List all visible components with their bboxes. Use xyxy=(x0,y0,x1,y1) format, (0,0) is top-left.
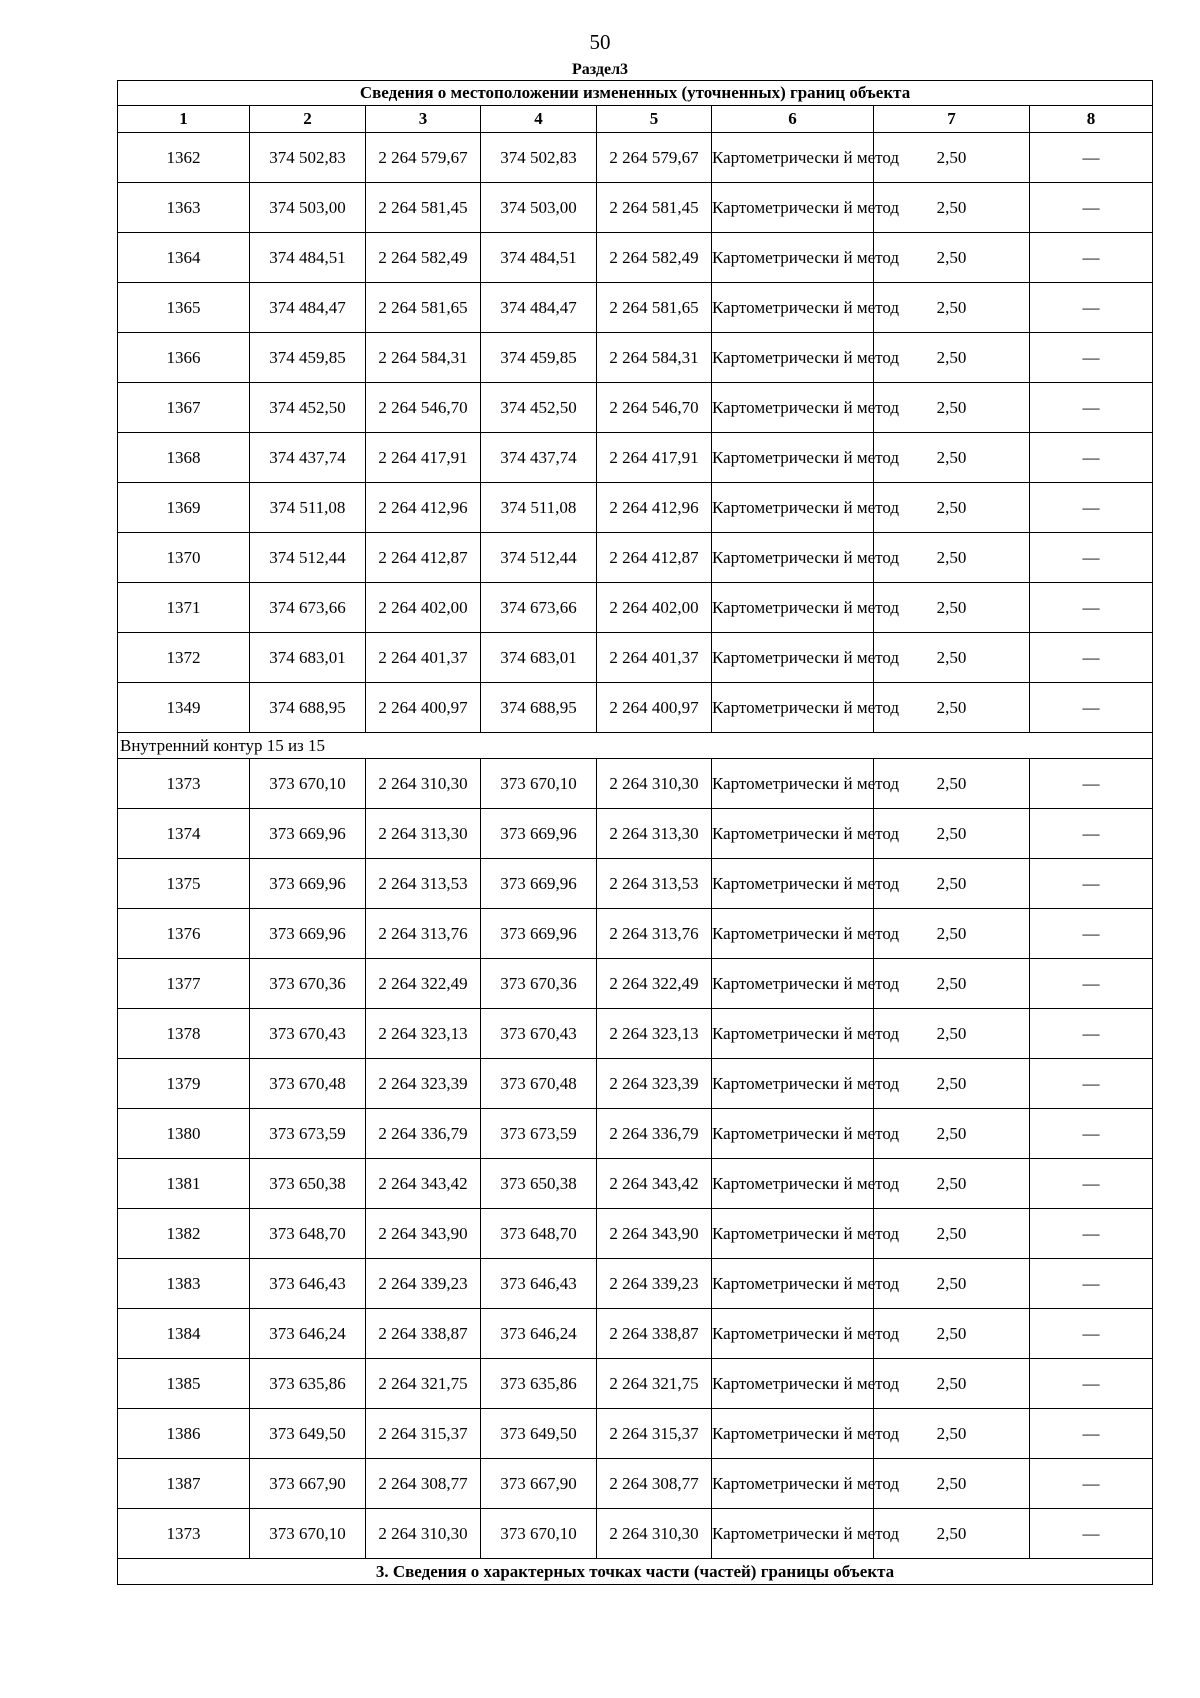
table-row xyxy=(118,383,1153,433)
coord-y-cell: 2 264 343,90 xyxy=(366,1209,481,1259)
coord-x-cell: 374 459,85 xyxy=(250,333,366,383)
accuracy-cell: 2,50 xyxy=(874,1059,1030,1109)
coord-x-cell: 374 512,44 xyxy=(250,533,366,583)
coord-x-cell: 374 484,51 xyxy=(250,233,366,283)
new-x-cell: 374 452,50 xyxy=(481,383,597,433)
new-x-cell: 374 437,74 xyxy=(481,433,597,483)
note-cell: — xyxy=(1030,1459,1153,1509)
coord-y-cell: 2 264 323,39 xyxy=(366,1059,481,1109)
accuracy-cell: 2,50 xyxy=(874,909,1030,959)
new-y-cell: 2 264 582,49 xyxy=(597,233,712,283)
new-x-cell: 373 669,96 xyxy=(481,809,597,859)
accuracy-cell: 2,50 xyxy=(874,333,1030,383)
new-x-cell: 373 646,43 xyxy=(481,1259,597,1309)
coord-y-cell: 2 264 338,87 xyxy=(366,1309,481,1359)
page-number: 50 xyxy=(589,30,611,54)
section-footer-row xyxy=(118,1559,1153,1585)
new-x-cell: 373 670,48 xyxy=(481,1059,597,1109)
new-x-cell: 373 670,10 xyxy=(481,759,597,809)
coord-x-cell: 374 452,50 xyxy=(250,383,366,433)
contour-label-row xyxy=(118,733,1153,759)
accuracy-cell: 2,50 xyxy=(874,1309,1030,1359)
table-body xyxy=(118,81,1153,1585)
coord-y-cell: 2 264 581,45 xyxy=(366,183,481,233)
new-y-cell: 2 264 339,23 xyxy=(597,1259,712,1309)
note-cell: — xyxy=(1030,859,1153,909)
note-cell: — xyxy=(1030,1409,1153,1459)
table-row xyxy=(118,759,1153,809)
point-number-cell: 1368 xyxy=(118,433,250,483)
coord-x-cell: 373 670,10 xyxy=(250,1509,366,1559)
point-number-cell: 1367 xyxy=(118,383,250,433)
method-cell: Картометрически й метод xyxy=(712,1259,874,1309)
point-number-cell: 1381 xyxy=(118,1159,250,1209)
new-x-cell: 373 648,70 xyxy=(481,1209,597,1259)
method-cell: Картометрически й метод xyxy=(712,859,874,909)
coord-x-cell: 374 683,01 xyxy=(250,633,366,683)
note-cell: — xyxy=(1030,1059,1153,1109)
accuracy-cell: 2,50 xyxy=(874,1209,1030,1259)
coord-x-cell: 374 673,66 xyxy=(250,583,366,633)
note-cell: — xyxy=(1030,583,1153,633)
method-cell: Картометрически й метод xyxy=(712,1059,874,1109)
table-row xyxy=(118,1259,1153,1309)
note-cell: — xyxy=(1030,959,1153,1009)
coordinates-table xyxy=(117,80,1153,1585)
new-x-cell: 373 635,86 xyxy=(481,1359,597,1409)
method-cell: Картометрически й метод xyxy=(712,533,874,583)
new-x-cell: 374 503,00 xyxy=(481,183,597,233)
table-row xyxy=(118,183,1153,233)
point-number-cell: 1369 xyxy=(118,483,250,533)
new-y-cell: 2 264 581,45 xyxy=(597,183,712,233)
new-x-cell: 373 650,38 xyxy=(481,1159,597,1209)
new-y-cell: 2 264 417,91 xyxy=(597,433,712,483)
note-cell: — xyxy=(1030,1309,1153,1359)
accuracy-cell: 2,50 xyxy=(874,1009,1030,1059)
point-number-cell: 1379 xyxy=(118,1059,250,1109)
method-cell: Картометрически й метод xyxy=(712,1209,874,1259)
new-y-cell: 2 264 338,87 xyxy=(597,1309,712,1359)
table-row xyxy=(118,683,1153,733)
coord-x-cell: 373 670,48 xyxy=(250,1059,366,1109)
coord-y-cell: 2 264 412,96 xyxy=(366,483,481,533)
method-cell: Картометрически й метод xyxy=(712,1009,874,1059)
table-title: Сведения о местоположении измененных (уточненных) границ объекта xyxy=(118,81,1153,106)
new-x-cell: 373 670,36 xyxy=(481,959,597,1009)
coord-y-cell: 2 264 313,53 xyxy=(366,859,481,909)
coord-y-cell: 2 264 546,70 xyxy=(366,383,481,433)
method-cell: Картометрически й метод xyxy=(712,483,874,533)
column-number-cell: 4 xyxy=(481,106,597,133)
point-number-cell: 1376 xyxy=(118,909,250,959)
note-cell: — xyxy=(1030,133,1153,183)
accuracy-cell: 2,50 xyxy=(874,683,1030,733)
note-cell: — xyxy=(1030,383,1153,433)
accuracy-cell: 2,50 xyxy=(874,1459,1030,1509)
table-title-row xyxy=(118,81,1153,106)
new-x-cell: 374 511,08 xyxy=(481,483,597,533)
coord-y-cell: 2 264 323,13 xyxy=(366,1009,481,1059)
table-row xyxy=(118,533,1153,583)
table-row xyxy=(118,959,1153,1009)
method-cell: Картометрически й метод xyxy=(712,1459,874,1509)
accuracy-cell: 2,50 xyxy=(874,283,1030,333)
note-cell: — xyxy=(1030,1259,1153,1309)
new-x-cell: 374 484,47 xyxy=(481,283,597,333)
new-y-cell: 2 264 336,79 xyxy=(597,1109,712,1159)
point-number-cell: 1382 xyxy=(118,1209,250,1259)
point-number-cell: 1372 xyxy=(118,633,250,683)
column-number-cell: 2 xyxy=(250,106,366,133)
point-number-cell: 1363 xyxy=(118,183,250,233)
method-cell: Картометрически й метод xyxy=(712,1409,874,1459)
note-cell: — xyxy=(1030,1109,1153,1159)
method-cell: Картометрически й метод xyxy=(712,233,874,283)
coord-y-cell: 2 264 313,30 xyxy=(366,809,481,859)
new-y-cell: 2 264 400,97 xyxy=(597,683,712,733)
accuracy-cell: 2,50 xyxy=(874,233,1030,283)
point-number-cell: 1384 xyxy=(118,1309,250,1359)
point-number-cell: 1362 xyxy=(118,133,250,183)
method-cell: Картометрически й метод xyxy=(712,583,874,633)
note-cell: — xyxy=(1030,283,1153,333)
column-number-cell: 1 xyxy=(118,106,250,133)
accuracy-cell: 2,50 xyxy=(874,859,1030,909)
new-x-cell: 373 673,59 xyxy=(481,1109,597,1159)
accuracy-cell: 2,50 xyxy=(874,183,1030,233)
point-number-cell: 1377 xyxy=(118,959,250,1009)
accuracy-cell: 2,50 xyxy=(874,1409,1030,1459)
coord-x-cell: 373 646,24 xyxy=(250,1309,366,1359)
note-cell: — xyxy=(1030,759,1153,809)
coord-y-cell: 2 264 584,31 xyxy=(366,333,481,383)
table-row xyxy=(118,583,1153,633)
method-cell: Картометрически й метод xyxy=(712,959,874,1009)
new-y-cell: 2 264 323,13 xyxy=(597,1009,712,1059)
table-row xyxy=(118,1359,1153,1409)
method-cell: Картометрически й метод xyxy=(712,183,874,233)
coord-x-cell: 373 650,38 xyxy=(250,1159,366,1209)
table-row xyxy=(118,133,1153,183)
table-row xyxy=(118,1409,1153,1459)
table-row xyxy=(118,483,1153,533)
coord-y-cell: 2 264 315,37 xyxy=(366,1409,481,1459)
table-row xyxy=(118,233,1153,283)
new-y-cell: 2 264 310,30 xyxy=(597,759,712,809)
new-y-cell: 2 264 412,96 xyxy=(597,483,712,533)
contour-label: Внутренний контур 15 из 15 xyxy=(118,733,1153,759)
new-y-cell: 2 264 313,30 xyxy=(597,809,712,859)
point-number-cell: 1385 xyxy=(118,1359,250,1409)
point-number-cell: 1386 xyxy=(118,1409,250,1459)
table-row xyxy=(118,1059,1153,1109)
new-y-cell: 2 264 308,77 xyxy=(597,1459,712,1509)
accuracy-cell: 2,50 xyxy=(874,483,1030,533)
column-number-cell: 5 xyxy=(597,106,712,133)
new-y-cell: 2 264 343,42 xyxy=(597,1159,712,1209)
coord-x-cell: 373 648,70 xyxy=(250,1209,366,1259)
new-y-cell: 2 264 321,75 xyxy=(597,1359,712,1409)
new-x-cell: 373 669,96 xyxy=(481,859,597,909)
table-row xyxy=(118,859,1153,909)
new-y-cell: 2 264 401,37 xyxy=(597,633,712,683)
note-cell: — xyxy=(1030,233,1153,283)
note-cell: — xyxy=(1030,1009,1153,1059)
coord-x-cell: 374 502,83 xyxy=(250,133,366,183)
new-y-cell: 2 264 343,90 xyxy=(597,1209,712,1259)
point-number-cell: 1349 xyxy=(118,683,250,733)
note-cell: — xyxy=(1030,183,1153,233)
note-cell: — xyxy=(1030,1159,1153,1209)
point-number-cell: 1373 xyxy=(118,1509,250,1559)
method-cell: Картометрически й метод xyxy=(712,133,874,183)
table-row xyxy=(118,433,1153,483)
note-cell: — xyxy=(1030,433,1153,483)
coord-y-cell: 2 264 343,42 xyxy=(366,1159,481,1209)
coord-y-cell: 2 264 401,37 xyxy=(366,633,481,683)
coord-x-cell: 373 673,59 xyxy=(250,1109,366,1159)
coord-x-cell: 374 688,95 xyxy=(250,683,366,733)
column-number-cell: 6 xyxy=(712,106,874,133)
note-cell: — xyxy=(1030,909,1153,959)
accuracy-cell: 2,50 xyxy=(874,959,1030,1009)
coord-x-cell: 373 646,43 xyxy=(250,1259,366,1309)
new-x-cell: 374 484,51 xyxy=(481,233,597,283)
coord-y-cell: 2 264 310,30 xyxy=(366,759,481,809)
coord-y-cell: 2 264 579,67 xyxy=(366,133,481,183)
coord-y-cell: 2 264 402,00 xyxy=(366,583,481,633)
new-x-cell: 373 646,24 xyxy=(481,1309,597,1359)
new-y-cell: 2 264 323,39 xyxy=(597,1059,712,1109)
point-number-cell: 1375 xyxy=(118,859,250,909)
table-row xyxy=(118,333,1153,383)
coord-x-cell: 373 649,50 xyxy=(250,1409,366,1459)
note-cell: — xyxy=(1030,1359,1153,1409)
new-x-cell: 373 649,50 xyxy=(481,1409,597,1459)
note-cell: — xyxy=(1030,533,1153,583)
coord-x-cell: 373 670,10 xyxy=(250,759,366,809)
method-cell: Картометрически й метод xyxy=(712,283,874,333)
accuracy-cell: 2,50 xyxy=(874,133,1030,183)
new-x-cell: 373 670,10 xyxy=(481,1509,597,1559)
accuracy-cell: 2,50 xyxy=(874,1509,1030,1559)
table-row xyxy=(118,809,1153,859)
point-number-cell: 1380 xyxy=(118,1109,250,1159)
column-number-cell: 7 xyxy=(874,106,1030,133)
new-x-cell: 374 673,66 xyxy=(481,583,597,633)
note-cell: — xyxy=(1030,1509,1153,1559)
new-y-cell: 2 264 310,30 xyxy=(597,1509,712,1559)
section-title: Раздел3 xyxy=(571,61,629,78)
note-cell: — xyxy=(1030,809,1153,859)
accuracy-cell: 2,50 xyxy=(874,383,1030,433)
new-y-cell: 2 264 412,87 xyxy=(597,533,712,583)
table-row xyxy=(118,633,1153,683)
method-cell: Картометрически й метод xyxy=(712,1159,874,1209)
note-cell: — xyxy=(1030,333,1153,383)
section-footer: 3. Сведения о характерных точках части (частей) границы объекта xyxy=(118,1559,1153,1585)
accuracy-cell: 2,50 xyxy=(874,1259,1030,1309)
accuracy-cell: 2,50 xyxy=(874,533,1030,583)
accuracy-cell: 2,50 xyxy=(874,1109,1030,1159)
coord-x-cell: 373 635,86 xyxy=(250,1359,366,1409)
point-number-cell: 1371 xyxy=(118,583,250,633)
method-cell: Картометрически й метод xyxy=(712,683,874,733)
coord-y-cell: 2 264 313,76 xyxy=(366,909,481,959)
method-cell: Картометрически й метод xyxy=(712,1359,874,1409)
coord-x-cell: 373 669,96 xyxy=(250,859,366,909)
coord-y-cell: 2 264 336,79 xyxy=(366,1109,481,1159)
note-cell: — xyxy=(1030,1209,1153,1259)
coord-y-cell: 2 264 581,65 xyxy=(366,283,481,333)
point-number-cell: 1374 xyxy=(118,809,250,859)
method-cell: Картометрически й метод xyxy=(712,1309,874,1359)
new-x-cell: 374 683,01 xyxy=(481,633,597,683)
accuracy-cell: 2,50 xyxy=(874,583,1030,633)
new-y-cell: 2 264 313,76 xyxy=(597,909,712,959)
method-cell: Картометрически й метод xyxy=(712,809,874,859)
accuracy-cell: 2,50 xyxy=(874,759,1030,809)
accuracy-cell: 2,50 xyxy=(874,809,1030,859)
note-cell: — xyxy=(1030,633,1153,683)
table-row xyxy=(118,1509,1153,1559)
new-y-cell: 2 264 313,53 xyxy=(597,859,712,909)
new-x-cell: 373 667,90 xyxy=(481,1459,597,1509)
table-row xyxy=(118,909,1153,959)
coord-x-cell: 373 670,36 xyxy=(250,959,366,1009)
accuracy-cell: 2,50 xyxy=(874,1359,1030,1409)
method-cell: Картометрически й метод xyxy=(712,1509,874,1559)
new-y-cell: 2 264 322,49 xyxy=(597,959,712,1009)
coord-x-cell: 374 484,47 xyxy=(250,283,366,333)
accuracy-cell: 2,50 xyxy=(874,433,1030,483)
table-row xyxy=(118,1159,1153,1209)
new-x-cell: 373 669,96 xyxy=(481,909,597,959)
coord-x-cell: 374 511,08 xyxy=(250,483,366,533)
point-number-cell: 1383 xyxy=(118,1259,250,1309)
point-number-cell: 1378 xyxy=(118,1009,250,1059)
coord-y-cell: 2 264 400,97 xyxy=(366,683,481,733)
coord-x-cell: 374 437,74 xyxy=(250,433,366,483)
new-x-cell: 374 512,44 xyxy=(481,533,597,583)
column-number-cell: 8 xyxy=(1030,106,1153,133)
table-row xyxy=(118,1309,1153,1359)
point-number-cell: 1364 xyxy=(118,233,250,283)
table-row xyxy=(118,1109,1153,1159)
coord-y-cell: 2 264 321,75 xyxy=(366,1359,481,1409)
table-row xyxy=(118,1209,1153,1259)
new-x-cell: 373 670,43 xyxy=(481,1009,597,1059)
point-number-cell: 1365 xyxy=(118,283,250,333)
method-cell: Картометрически й метод xyxy=(712,433,874,483)
coord-y-cell: 2 264 308,77 xyxy=(366,1459,481,1509)
coord-y-cell: 2 264 417,91 xyxy=(366,433,481,483)
coord-y-cell: 2 264 412,87 xyxy=(366,533,481,583)
note-cell: — xyxy=(1030,683,1153,733)
table-row xyxy=(118,1009,1153,1059)
accuracy-cell: 2,50 xyxy=(874,633,1030,683)
coord-y-cell: 2 264 582,49 xyxy=(366,233,481,283)
table-row xyxy=(118,1459,1153,1509)
method-cell: Картометрически й метод xyxy=(712,1109,874,1159)
method-cell: Картометрически й метод xyxy=(712,333,874,383)
point-number-cell: 1370 xyxy=(118,533,250,583)
coord-y-cell: 2 264 339,23 xyxy=(366,1259,481,1309)
new-x-cell: 374 502,83 xyxy=(481,133,597,183)
method-cell: Картометрически й метод xyxy=(712,909,874,959)
coord-x-cell: 373 669,96 xyxy=(250,909,366,959)
new-y-cell: 2 264 315,37 xyxy=(597,1409,712,1459)
coord-x-cell: 374 503,00 xyxy=(250,183,366,233)
coord-y-cell: 2 264 322,49 xyxy=(366,959,481,1009)
table-row xyxy=(118,283,1153,333)
accuracy-cell: 2,50 xyxy=(874,1159,1030,1209)
new-x-cell: 374 459,85 xyxy=(481,333,597,383)
method-cell: Картометрически й метод xyxy=(712,759,874,809)
new-y-cell: 2 264 579,67 xyxy=(597,133,712,183)
method-cell: Картометрически й метод xyxy=(712,383,874,433)
new-y-cell: 2 264 584,31 xyxy=(597,333,712,383)
new-y-cell: 2 264 546,70 xyxy=(597,383,712,433)
column-number-row xyxy=(118,106,1153,133)
method-cell: Картометрически й метод xyxy=(712,633,874,683)
point-number-cell: 1366 xyxy=(118,333,250,383)
note-cell: — xyxy=(1030,483,1153,533)
new-y-cell: 2 264 402,00 xyxy=(597,583,712,633)
coord-x-cell: 373 670,43 xyxy=(250,1009,366,1059)
coord-x-cell: 373 669,96 xyxy=(250,809,366,859)
point-number-cell: 1387 xyxy=(118,1459,250,1509)
new-x-cell: 374 688,95 xyxy=(481,683,597,733)
column-number-cell: 3 xyxy=(366,106,481,133)
coord-x-cell: 373 667,90 xyxy=(250,1459,366,1509)
point-number-cell: 1373 xyxy=(118,759,250,809)
new-y-cell: 2 264 581,65 xyxy=(597,283,712,333)
coord-y-cell: 2 264 310,30 xyxy=(366,1509,481,1559)
